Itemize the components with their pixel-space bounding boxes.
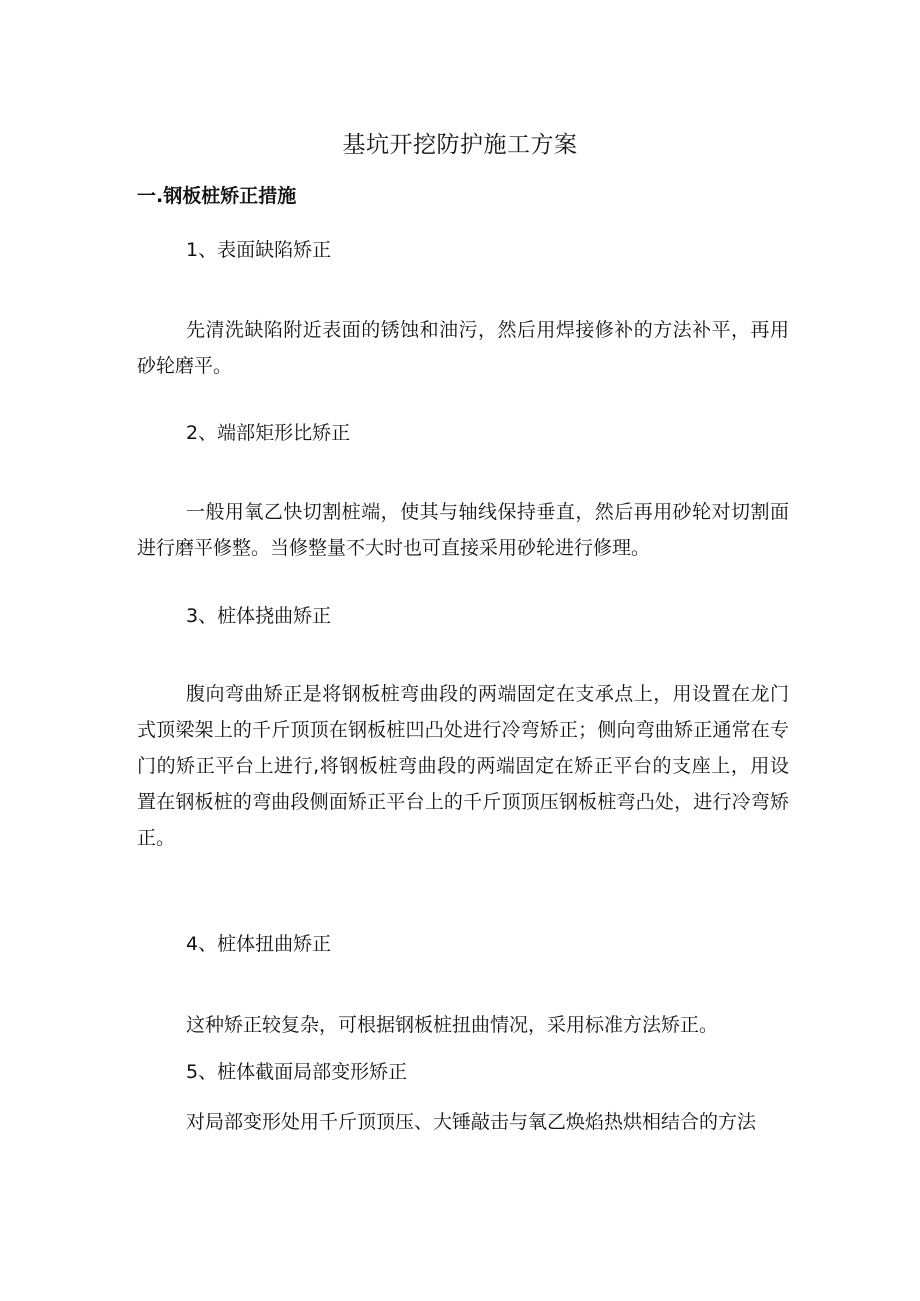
item-5-heading: 5、桩体截面局部变形矫正 <box>186 1061 408 1083</box>
item-2-body: 一般用氧乙快切割桩端，使其与轴线保持垂直，然后再用砂轮对切割面进行磨平修整。当修整量不大时也可直接采用砂轮进行修理。 <box>137 501 789 559</box>
item-3-heading: 3、桩体挠曲矫正 <box>186 605 332 627</box>
item-3-body: 腹向弯曲矫正是将钢板桩弯曲段的两端固定在支承点上，用设置在龙门式顶梁架上的千斤顶顶在钢板桩凹凸处进行冷弯矫正；侧向弯曲矫正通常在专门的矫正平台上进行,将钢板桩弯曲段的两端固定在矫正平台的支座上，用设置在钢板桩的弯曲段侧面矫正平台上的千斤顶顶压钢板桩弯凸处，进行冷弯矫正。 <box>137 683 789 849</box>
item-5-body: 对局部变形处用千斤顶顶压、大锤敲击与氧乙焕焰热烘相结合的方法 <box>186 1111 757 1133</box>
item-4-body: 这种矫正较复杂，可根据钢板桩扭曲情况，采用标准方法矫正。 <box>186 1014 719 1036</box>
item-2-heading: 2、端部矩形比矫正 <box>186 422 351 444</box>
document-title: 基坑开挖防护施工方案 <box>342 132 578 158</box>
item-4-heading: 4、桩体扭曲矫正 <box>186 933 332 955</box>
item-1-heading: 1、表面缺陷矫正 <box>186 239 332 261</box>
item-1-body: 先清洗缺陷附近表面的锈蚀和油污，然后用焊接修补的方法补平，再用砂轮磨平。 <box>137 319 789 377</box>
section-heading: 一.钢板桩矫正措施 <box>137 185 297 207</box>
